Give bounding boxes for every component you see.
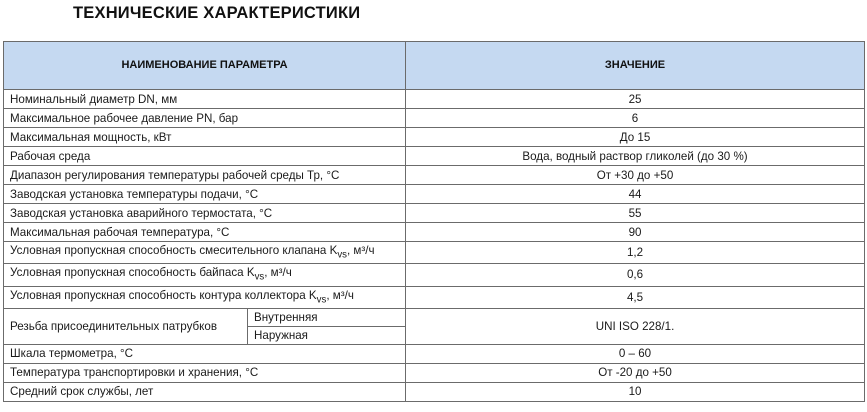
header-parameter-name: НАИМЕНОВАНИЕ ПАРАМЕТРА bbox=[4, 42, 406, 90]
row-value-connection-thread: UNI ISO 228/1. bbox=[406, 308, 865, 344]
kvs-subscript: vs bbox=[337, 249, 347, 261]
thread-external-label: Наружная bbox=[248, 326, 406, 344]
table-row bbox=[4, 147, 865, 166]
thread-internal-label: Внутренняя bbox=[248, 308, 406, 326]
row-value-max-working-temp: 90 bbox=[406, 223, 865, 242]
table-header-row bbox=[4, 42, 865, 90]
row-value-max-pressure: 6 bbox=[406, 109, 865, 128]
header-value: ЗНАЧЕНИЕ bbox=[406, 42, 865, 90]
table-row bbox=[4, 204, 865, 223]
table-row bbox=[4, 223, 865, 242]
param-unit: , м³/ч bbox=[326, 288, 354, 302]
row-value-nominal-diameter: 25 bbox=[406, 90, 865, 109]
row-param-connection-thread: Резьба присоединительных патрубков bbox=[4, 308, 248, 344]
row-value-mixing-valve-kvs: 1,2 bbox=[406, 242, 865, 264]
row-param-temp-range: Диапазон регулирования температуры рабочей среды Тр, °С bbox=[4, 166, 406, 185]
row-param-max-power: Максимальная мощность, кВт bbox=[4, 128, 406, 147]
table-row bbox=[4, 128, 865, 147]
kvs-subscript: vs bbox=[254, 271, 265, 283]
row-value-thermometer-scale: 0 – 60 bbox=[406, 344, 865, 363]
param-text: Условная пропускная способность смесительного клапана K bbox=[10, 244, 338, 257]
param-text: Условная пропускная способность контура коллектора K bbox=[10, 288, 317, 302]
row-param-collector-kvs bbox=[4, 286, 406, 308]
param-text: Условная пропускная способность байпаса K bbox=[10, 266, 255, 280]
table-row bbox=[4, 90, 865, 109]
row-value-collector-kvs: 4,5 bbox=[406, 286, 865, 308]
table-row bbox=[4, 109, 865, 128]
kvs-subscript: vs bbox=[316, 293, 327, 305]
table-row bbox=[4, 185, 865, 204]
row-param-mixing-valve-kvs bbox=[4, 242, 406, 264]
specifications-table bbox=[3, 41, 865, 402]
row-param-bypass-kvs bbox=[4, 264, 406, 286]
row-value-bypass-kvs: 0,6 bbox=[406, 264, 865, 286]
table-row bbox=[4, 344, 865, 363]
row-param-max-pressure: Максимальное рабочее давление PN, бар bbox=[4, 109, 406, 128]
row-param-storage-temp: Температура транспортировки и хранения, °С bbox=[4, 363, 406, 382]
row-param-nominal-diameter: Номинальный диаметр DN, мм bbox=[4, 90, 406, 109]
param-unit: , м³/ч bbox=[346, 244, 375, 257]
row-param-safety-thermostat: Заводская установка аварийного термостата, °С bbox=[4, 204, 406, 223]
row-value-temp-range: От +30 до +50 bbox=[406, 166, 865, 185]
row-value-max-power: До 15 bbox=[406, 128, 865, 147]
row-param-supply-temp-setting: Заводская установка температуры подачи, °С bbox=[4, 185, 406, 204]
row-value-service-life: 10 bbox=[406, 382, 865, 401]
table-row bbox=[4, 166, 865, 185]
param-unit: , м³/ч bbox=[264, 266, 292, 280]
table-row bbox=[4, 242, 865, 264]
table-row bbox=[4, 308, 865, 326]
table-row bbox=[4, 363, 865, 382]
document-title: ТЕХНИЧЕСКИЕ ХАРАКТЕРИСТИКИ bbox=[73, 4, 361, 22]
row-value-safety-thermostat: 55 bbox=[406, 204, 865, 223]
table-row bbox=[4, 382, 865, 401]
row-param-working-medium: Рабочая среда bbox=[4, 147, 406, 166]
row-param-service-life: Средний срок службы, лет bbox=[4, 382, 406, 401]
row-value-storage-temp: От -20 до +50 bbox=[406, 363, 865, 382]
table-row bbox=[4, 286, 865, 308]
table-row bbox=[4, 264, 865, 286]
row-value-supply-temp-setting: 44 bbox=[406, 185, 865, 204]
row-param-thermometer-scale: Шкала термометра, °С bbox=[4, 344, 406, 363]
row-param-max-working-temp: Максимальная рабочая температура, °С bbox=[4, 223, 406, 242]
row-value-working-medium: Вода, водный раствор гликолей (до 30 %) bbox=[406, 147, 865, 166]
